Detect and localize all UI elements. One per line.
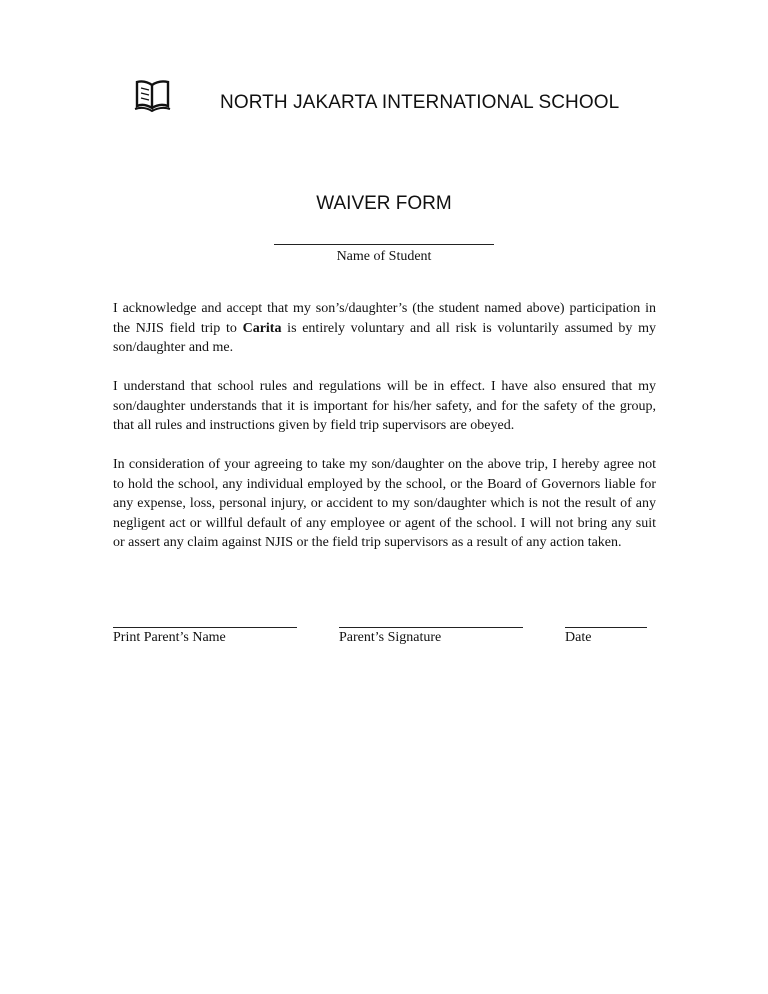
parent-signature-label: Parent’s Signature <box>339 630 442 645</box>
student-name-label: Name of Student <box>336 249 432 264</box>
parent-name-line[interactable] <box>113 627 297 628</box>
school-name: NORTH JAKARTA INTERNATIONAL SCHOOL <box>220 92 620 113</box>
trip-destination: Carita <box>242 320 282 336</box>
parent-signature-line[interactable] <box>339 627 523 628</box>
paragraph-liability: In consideration of your agreeing to take my son/daughter on the above trip, I hereby agree not to hold the school, any individual employed by the school, or the Board of Governors liable for any expense, loss, personal injury, or accident to my son/daughter which is not the result of any negligent act or willful default of any employee or agent of the school. I will not bring any suit or assert any claim against NJIS or the field trip supervisors as a result of any action taken. <box>113 457 656 550</box>
parent-name-label: Print Parent’s Name <box>113 630 226 645</box>
paragraph-acknowledgement: I acknowledge and accept that my son’s/daughter’s (the student named above) participation in the NJIS field trip to Carita is entirely voluntary and all risk is voluntarily assumed by my son/daughter and me. <box>113 301 656 355</box>
waiver-body <box>113 299 656 572</box>
school-logo-book-icon <box>134 76 172 114</box>
date-label: Date <box>565 630 592 645</box>
student-name-line[interactable] <box>274 244 494 245</box>
date-line[interactable] <box>565 627 647 628</box>
form-title: WAIVER FORM <box>316 193 452 214</box>
paragraph-rules: I understand that school rules and regulations will be in effect. I have also ensured that my son/daughter understands that it is important for his/her safety, and for the safety of the group, that all rules and instructions given by field trip supervisors are obeyed. <box>113 379 656 433</box>
